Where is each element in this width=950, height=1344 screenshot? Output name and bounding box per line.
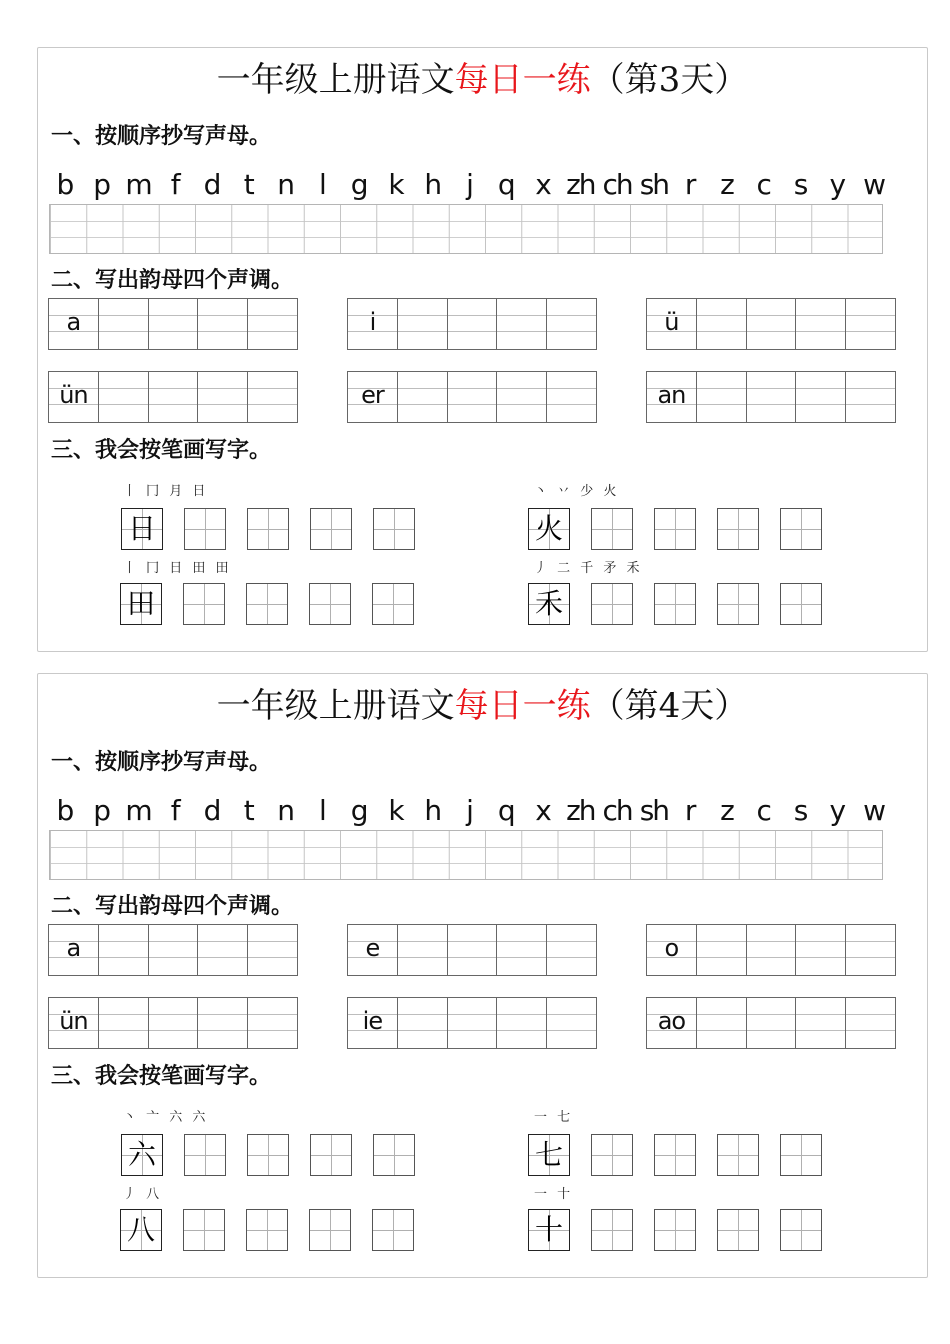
tianzige-write-box[interactable] [183,1209,225,1251]
vowel-label: ü [664,308,679,336]
initial-letter: g [350,794,369,827]
tone-write-cell[interactable] [197,998,247,1048]
tianzige-write-box[interactable] [309,1209,351,1251]
section-heading: 二、写出韵母四个声调。 [51,894,294,919]
initial-letter: g [350,168,369,201]
vowel-tone-box[interactable] [347,924,597,976]
character-practice-row [120,583,414,625]
title-highlight: 每日一练 [454,60,591,100]
copy-grid[interactable] [49,830,883,880]
title-prefix: 一年级上册语文 [216,60,455,100]
tianzige-write-box[interactable] [372,1209,414,1251]
stroke-order: 丿 八 [123,1187,163,1202]
tianzige-write-box[interactable] [373,508,415,550]
tianzige-write-box[interactable] [780,508,822,550]
initial-letter: w [863,794,887,827]
character-practice-row [121,508,415,550]
initial-letter: z [720,168,735,201]
initial-letter: sh [639,168,669,201]
stroke-order: 丿 二 千 矛 禾 [534,561,643,576]
vowel-label: a [66,934,81,962]
tone-write-cell[interactable] [98,372,148,422]
tone-write-cell[interactable] [447,372,497,422]
vowel-label: ie [362,1007,383,1035]
initial-letter: ch [602,168,632,201]
tianzige-write-box[interactable] [654,508,696,550]
vowel-label: ün [59,381,88,409]
tianzige-write-box[interactable] [246,1209,288,1251]
initial-letter: h [424,794,443,827]
tianzige-write-box[interactable] [246,583,288,625]
tianzige-write-box[interactable] [591,1134,633,1176]
initial-letter: p [93,168,112,201]
vowel-label: ün [59,1007,88,1035]
model-character-box [528,583,570,625]
tone-write-cell[interactable] [247,925,297,975]
tone-write-cell[interactable] [197,372,247,422]
vowel-tone-box[interactable] [646,924,896,976]
vowel-cell [49,925,98,975]
initial-letter: q [497,794,516,827]
tone-write-cell[interactable] [496,925,546,975]
tone-write-cell[interactable] [696,998,746,1048]
initial-letter: sh [639,794,669,827]
vowel-label: a [66,308,81,336]
initial-letter: x [535,794,552,827]
tianzige-write-box[interactable] [310,508,352,550]
initial-letter: t [243,168,255,201]
tone-write-cell[interactable] [496,372,546,422]
initial-letter: p [93,794,112,827]
tianzige-write-box[interactable] [184,508,226,550]
vowel-label: an [657,381,686,409]
model-character-box [528,1134,570,1176]
stroke-order: 一 十 [534,1187,574,1202]
title-day: （第4天） [590,686,749,726]
tianzige-write-box[interactable] [717,508,759,550]
tone-write-cell[interactable] [845,372,895,422]
tone-write-cell[interactable] [696,372,746,422]
model-character: 田 [126,587,155,620]
vowel-cell [49,299,98,349]
tianzige-write-box[interactable] [247,508,289,550]
worksheet-card [37,47,928,652]
vowel-cell [49,998,98,1048]
initial-letter: x [535,168,552,201]
initial-letter: b [56,168,75,201]
initial-letter: s [793,794,809,827]
vowel-label: er [361,381,384,409]
model-character: 日 [127,512,156,545]
tone-write-cell[interactable] [546,372,596,422]
stroke-order: 丶 亠 六 六 [123,1110,209,1125]
tone-write-cell[interactable] [98,925,148,975]
tianzige-write-box[interactable] [717,1209,759,1251]
tianzige-write-box[interactable] [717,1134,759,1176]
initial-letter: j [466,794,474,827]
tone-write-cell[interactable] [247,372,297,422]
tone-write-cell[interactable] [696,299,746,349]
tianzige-write-box[interactable] [780,583,822,625]
initial-letter: f [170,168,181,201]
initial-letter: w [863,168,887,201]
initial-letter: t [243,794,255,827]
tianzige-write-box[interactable] [310,1134,352,1176]
tianzige-write-box[interactable] [183,583,225,625]
initial-letter: c [756,794,772,827]
tone-write-cell[interactable] [197,299,247,349]
section-heading: 三、我会按笔画写字。 [51,1064,272,1089]
tone-write-cell[interactable] [795,299,845,349]
tianzige-write-box[interactable] [780,1209,822,1251]
tone-write-cell[interactable] [148,372,198,422]
vowel-tone-box[interactable] [48,298,298,350]
tone-write-cell[interactable] [546,925,596,975]
character-practice-row [120,1209,414,1251]
model-character: 火 [534,512,563,545]
tone-write-cell[interactable] [397,299,447,349]
tone-write-cell[interactable] [746,925,796,975]
character-practice-row [528,508,822,550]
model-character-box [121,1134,163,1176]
copy-grid[interactable] [49,204,883,254]
section-heading: 一、按顺序抄写声母。 [51,750,272,775]
tianzige-write-box[interactable] [654,1209,696,1251]
tone-write-cell[interactable] [447,998,497,1048]
vowel-label: i [369,308,376,336]
vowel-tone-box[interactable] [48,924,298,976]
tone-write-cell[interactable] [845,998,895,1048]
initial-letter: l [318,168,327,201]
character-practice-row [528,583,822,625]
tone-write-cell[interactable] [397,372,447,422]
initial-letter: zh [566,794,595,827]
tone-write-cell[interactable] [247,299,297,349]
vowel-cell [49,372,98,422]
vowel-cell [647,925,696,975]
initial-letter: c [756,168,772,201]
section-heading: 三、我会按笔画写字。 [51,438,272,463]
section-heading: 二、写出韵母四个声调。 [51,268,294,293]
tone-write-cell[interactable] [746,372,796,422]
tianzige-write-box[interactable] [247,1134,289,1176]
title-day: （第3天） [590,60,749,100]
tone-write-cell[interactable] [197,925,247,975]
tone-write-cell[interactable] [546,998,596,1048]
tianzige-write-box[interactable] [372,583,414,625]
vowel-tone-box[interactable] [347,371,597,423]
tianzige-write-box[interactable] [717,583,759,625]
initial-letter: n [277,168,295,201]
initial-letter: k [388,168,405,201]
initial-letter: z [720,794,735,827]
vowel-tone-box[interactable] [646,298,896,350]
stroke-order: 丶 丷 少 火 [534,484,620,499]
tianzige-write-box[interactable] [373,1134,415,1176]
vowel-cell [348,299,397,349]
initial-letter: f [170,794,181,827]
tone-write-cell[interactable] [447,299,497,349]
vowel-cell [647,998,696,1048]
tone-write-cell[interactable] [795,372,845,422]
tone-write-cell[interactable] [746,299,796,349]
initial-letter: ch [602,794,632,827]
vowel-label: o [664,934,679,962]
tone-write-cell[interactable] [845,299,895,349]
model-character: 禾 [534,587,563,620]
tianzige-write-box[interactable] [309,583,351,625]
worksheet-card [37,673,928,1278]
initial-letter: j [466,168,474,201]
title-highlight: 每日一练 [454,686,591,726]
initials-row [47,792,893,830]
initial-letter: d [203,794,222,827]
page-title [38,58,927,102]
vowel-tone-box[interactable] [347,997,597,1049]
vowel-tone-box[interactable] [48,371,298,423]
model-character-box [120,1209,162,1251]
vowel-tone-box[interactable] [347,298,597,350]
tone-write-cell[interactable] [247,998,297,1048]
character-practice-row [121,1134,415,1176]
model-character-box [121,508,163,550]
tone-write-cell[interactable] [746,998,796,1048]
initial-letter: n [277,794,295,827]
tianzige-write-box[interactable] [591,1209,633,1251]
tone-write-cell[interactable] [397,998,447,1048]
vowel-tone-box[interactable] [48,997,298,1049]
stroke-order: 丨 冂 日 田 田 [123,561,232,576]
initial-letter: m [125,794,153,827]
tianzige-write-box[interactable] [654,1134,696,1176]
initial-letter: h [424,168,443,201]
tone-write-cell[interactable] [795,925,845,975]
vowel-cell [647,372,696,422]
character-practice-row [528,1209,822,1251]
tianzige-write-box[interactable] [780,1134,822,1176]
tone-write-cell[interactable] [845,925,895,975]
vowel-cell [348,925,397,975]
initial-letter: s [793,168,809,201]
initial-letter: q [497,168,516,201]
tone-write-cell[interactable] [148,925,198,975]
vowel-tone-box[interactable] [646,371,896,423]
initial-letter: b [56,794,75,827]
model-character-box [528,508,570,550]
tone-write-cell[interactable] [546,299,596,349]
initial-letter: r [684,168,697,201]
stroke-order: 一 七 [534,1110,574,1125]
initial-letter: y [829,794,847,827]
tone-write-cell[interactable] [496,998,546,1048]
model-character: 十 [534,1213,563,1246]
initial-letter: y [829,168,847,201]
tone-write-cell[interactable] [98,998,148,1048]
section-heading: 一、按顺序抄写声母。 [51,124,272,149]
vowel-cell [348,998,397,1048]
model-character: 六 [127,1138,156,1171]
vowel-label: e [365,934,380,962]
tone-write-cell[interactable] [98,299,148,349]
initial-letter: zh [566,168,595,201]
vowel-label: ao [657,1007,686,1035]
tianzige-write-box[interactable] [591,508,633,550]
tone-write-cell[interactable] [148,998,198,1048]
model-character: 八 [126,1213,155,1246]
vowel-cell [348,372,397,422]
stroke-order: 丨 冂 月 日 [123,484,209,499]
tone-write-cell[interactable] [148,299,198,349]
vowel-tone-box[interactable] [646,997,896,1049]
tianzige-write-box[interactable] [184,1134,226,1176]
tianzige-write-box[interactable] [591,583,633,625]
model-character-box [120,583,162,625]
initial-letter: d [203,168,222,201]
model-character: 七 [534,1138,563,1171]
page-title [38,684,927,728]
vowel-cell [647,299,696,349]
tone-write-cell[interactable] [397,925,447,975]
initial-letter: l [318,794,327,827]
tone-write-cell[interactable] [696,925,746,975]
tone-write-cell[interactable] [447,925,497,975]
character-practice-row [528,1134,822,1176]
tone-write-cell[interactable] [795,998,845,1048]
tone-write-cell[interactable] [496,299,546,349]
initial-letter: m [125,168,153,201]
title-prefix: 一年级上册语文 [216,686,455,726]
initial-letter: r [684,794,697,827]
initial-letter: k [388,794,405,827]
model-character-box [528,1209,570,1251]
initials-row [47,166,893,204]
tianzige-write-box[interactable] [654,583,696,625]
